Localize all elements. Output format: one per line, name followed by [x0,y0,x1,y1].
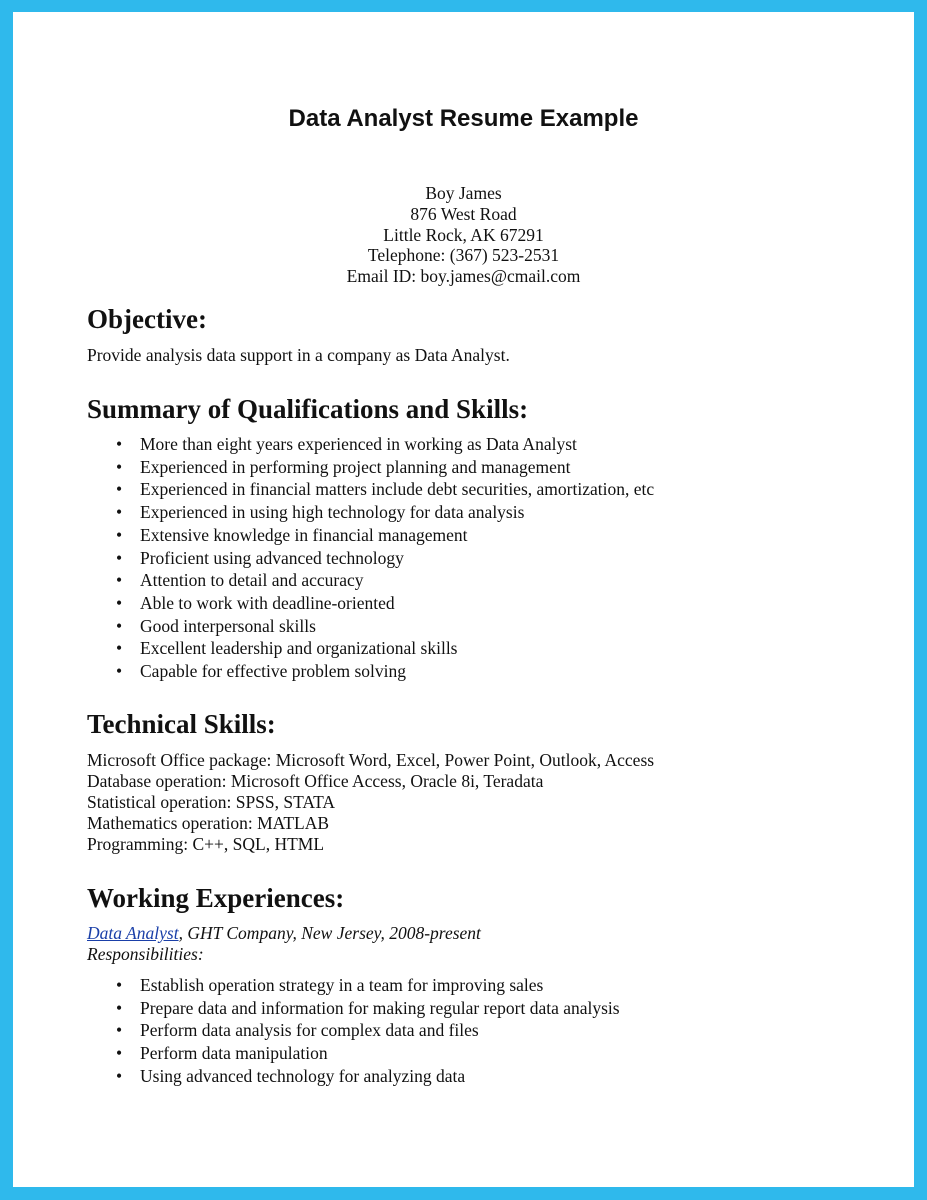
list-item: • Perform data analysis for complex data and files [87,1019,620,1042]
list-item: • Perform data manipulation [87,1042,620,1065]
technical-line: Database operation: Microsoft Office Access, Oracle 8i, Teradata [87,771,544,791]
list-item: • Extensive knowledge in financial management [87,524,654,547]
list-item: • Experienced in using high technology for data analysis [87,501,654,524]
technical-line: Statistical operation: SPSS, STATA [87,792,336,812]
responsibilities-list [87,974,620,1088]
page-title: Data Analyst Resume Example [288,105,639,132]
contact-email: Email ID: boy.james@cmail.com [346,266,581,287]
summary-heading: Summary of Qualifications and Skills: [87,394,529,424]
objective-heading: Objective: [87,304,207,334]
summary-list [87,433,654,683]
job-title-link[interactable]: Data Analyst [87,923,179,943]
list-item: • Attention to detail and accuracy [87,569,654,592]
list-item: • Proficient using advanced technology [87,547,654,570]
list-item: • Excellent leadership and organizational skills [87,637,654,660]
list-item: • Experienced in performing project planning and management [87,456,654,479]
experience-heading: Working Experiences: [87,883,345,913]
job-details: , GHT Company, New Jersey, 2008-present [178,923,481,943]
list-item: • Able to work with deadline-oriented [87,592,654,615]
contact-name: Boy James [425,183,502,203]
technical-line: Microsoft Office package: Microsoft Word, Excel, Power Point, Outlook, Access [87,750,655,770]
contact-telephone: Telephone: (367) 523-2531 [367,245,560,266]
list-item: • Using advanced technology for analyzing data [87,1065,620,1088]
objective-text: Provide analysis data support in a company as Data Analyst. [87,345,510,365]
list-item: • Good interpersonal skills [87,615,654,638]
technical-line: Programming: C++, SQL, HTML [87,834,325,854]
technical-heading: Technical Skills: [87,709,276,739]
contact-address: 876 West Road [410,203,517,224]
technical-line: Mathematics operation: MATLAB [87,813,330,833]
job-line [87,923,481,944]
resume-page [13,12,914,1187]
list-item: • Prepare data and information for making regular report data analysis [87,997,620,1020]
list-item: • Establish operation strategy in a team for improving sales [87,974,620,997]
contact-block [13,183,914,287]
contact-city: Little Rock, AK 67291 [383,224,544,245]
list-item: • Experienced in financial matters include debt securities, amortization, etc [87,478,654,501]
responsibilities-label: Responsibilities: [87,944,204,964]
list-item: • Capable for effective problem solving [87,660,654,683]
list-item: • More than eight years experienced in working as Data Analyst [87,433,654,456]
